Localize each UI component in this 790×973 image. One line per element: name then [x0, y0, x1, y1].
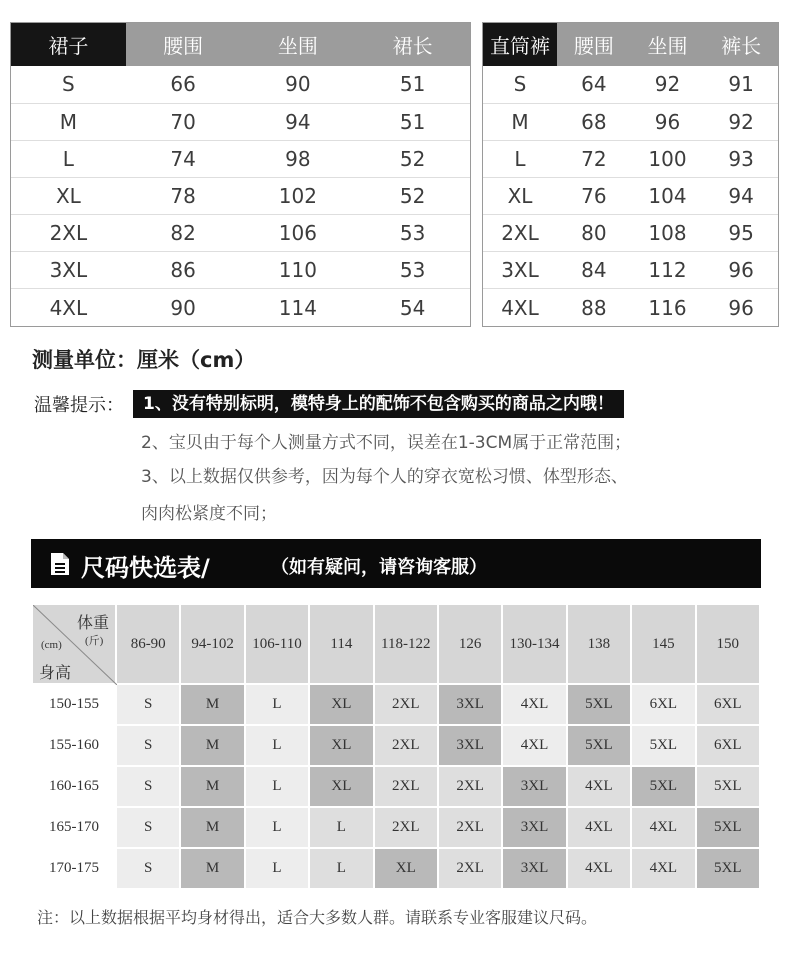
- size-cell: M: [180, 766, 244, 807]
- weight-header: 138: [567, 604, 631, 684]
- size-cell: 5XL: [567, 684, 631, 725]
- skirt-table-cell: 53: [355, 252, 470, 289]
- size-cell: 5XL: [631, 725, 695, 766]
- size-cell: L: [245, 684, 309, 725]
- pants-header-waist: 腰围: [557, 23, 631, 66]
- pants-table-cell: 94: [704, 177, 778, 214]
- size-cell: M: [180, 684, 244, 725]
- banner-title: 尺码快选表/: [81, 554, 210, 582]
- measurement-unit: 测量单位：厘米（cm）: [32, 348, 256, 372]
- height-range: 150-155: [32, 684, 116, 725]
- pants-table-cell: 91: [728, 72, 754, 97]
- pants-table-cell: 100: [631, 140, 705, 177]
- skirt-table-cell: 114: [241, 289, 356, 326]
- weight-header: 130-134: [502, 604, 566, 684]
- skirt-table-cell: 90: [126, 289, 241, 326]
- size-cell: 3XL: [438, 725, 502, 766]
- pants-table-row: [483, 252, 778, 289]
- size-cell: 4XL: [631, 807, 695, 848]
- size-cell: S: [116, 848, 180, 889]
- size-cell: 2XL: [438, 807, 502, 848]
- skirt-table-cell: S: [62, 72, 75, 97]
- size-cell: 5XL: [696, 766, 760, 807]
- pants-header-hip: 坐围: [631, 23, 705, 66]
- tip-item: 肉肉松紧度不同；: [141, 504, 277, 524]
- size-cell: 4XL: [567, 807, 631, 848]
- skirt-table-row: [11, 66, 470, 103]
- size-cell: 3XL: [502, 766, 566, 807]
- skirt-table-header: [11, 23, 470, 66]
- size-cell: 4XL: [631, 848, 695, 889]
- size-cell: 3XL: [438, 684, 502, 725]
- skirt-header-length: 裙长: [355, 23, 470, 66]
- pants-table-cell: 76: [557, 177, 631, 214]
- skirt-table-cell: 110: [241, 252, 356, 289]
- size-cell: XL: [374, 848, 438, 889]
- pants-table-row: [483, 140, 778, 177]
- table-row: [32, 848, 760, 889]
- size-cell: XL: [309, 684, 373, 725]
- size-cell: XL: [309, 725, 373, 766]
- size-cell: 6XL: [631, 684, 695, 725]
- size-cell: 5XL: [567, 725, 631, 766]
- skirt-table-row: [11, 289, 470, 326]
- skirt-header-waist: 腰围: [126, 23, 241, 66]
- weight-label: 体重: [76, 615, 109, 632]
- skirt-table-cell: 98: [241, 140, 356, 177]
- pants-table-row: [483, 177, 778, 214]
- skirt-table-cell: 94: [241, 103, 356, 140]
- size-cell: S: [116, 807, 180, 848]
- size-cell: 6XL: [696, 684, 760, 725]
- size-cell: 4XL: [567, 848, 631, 889]
- quick-size-banner: [31, 539, 761, 588]
- tip-item: 3、以上数据仅供参考，因为每个人的穿衣宽松习惯、体型形态、: [141, 467, 628, 487]
- size-cell: M: [180, 848, 244, 889]
- size-cell: S: [116, 684, 180, 725]
- size-cell: S: [116, 725, 180, 766]
- skirt-table-cell: 2XL: [11, 215, 126, 252]
- skirt-table-row: [11, 103, 470, 140]
- pants-table-cell: 92: [704, 103, 778, 140]
- skirt-table-cell: 52: [355, 140, 470, 177]
- size-cell: XL: [309, 766, 373, 807]
- pants-table-cell: M: [483, 103, 557, 140]
- weight-header: 118-122: [374, 604, 438, 684]
- size-cell: 5XL: [631, 766, 695, 807]
- skirt-table-row: [11, 177, 470, 214]
- size-cell: M: [180, 725, 244, 766]
- pants-table-cell: 112: [631, 252, 705, 289]
- size-cell: L: [309, 848, 373, 889]
- size-cell: 2XL: [438, 848, 502, 889]
- pants-table-cell: 95: [704, 215, 778, 252]
- pants-table-row: [483, 215, 778, 252]
- skirt-table-cell: L: [11, 140, 126, 177]
- weight-header: 145: [631, 604, 695, 684]
- pants-table-cell: L: [483, 140, 557, 177]
- height-range: 170-175: [32, 848, 116, 889]
- pants-table-cell: 64: [581, 72, 607, 97]
- quick-table-header: [32, 604, 760, 684]
- skirt-table-cell: 74: [126, 140, 241, 177]
- size-cell: 2XL: [374, 766, 438, 807]
- pants-table-cell: 96: [704, 289, 778, 326]
- corner-cell: [32, 604, 116, 684]
- pants-header-length: 裤长: [704, 23, 778, 66]
- pants-table-row: [483, 103, 778, 140]
- skirt-table-cell: 106: [241, 215, 356, 252]
- skirt-table-cell: XL: [11, 177, 126, 214]
- skirt-table-cell: 70: [126, 103, 241, 140]
- size-cell: M: [180, 807, 244, 848]
- pants-table-row: [483, 289, 778, 326]
- banner-subtitle: （如有疑问，请咨询客服）: [271, 557, 487, 578]
- skirt-table-cell: M: [11, 103, 126, 140]
- skirt-table-cell: 90: [285, 72, 311, 97]
- size-cell: L: [245, 725, 309, 766]
- pants-table-cell: 68: [557, 103, 631, 140]
- pants-table-cell: 92: [654, 72, 681, 97]
- pants-header-type: 直筒裤: [483, 23, 557, 66]
- skirt-table-cell: 102: [241, 177, 356, 214]
- pants-table-cell: 96: [631, 103, 705, 140]
- size-cell: L: [245, 848, 309, 889]
- table-row: [32, 725, 760, 766]
- pants-table-row: [483, 66, 778, 103]
- pants-table-cell: 80: [557, 215, 631, 252]
- document-icon: [50, 552, 70, 576]
- size-cell: L: [309, 807, 373, 848]
- skirt-table-cell: 3XL: [11, 252, 126, 289]
- pants-size-table: [482, 22, 779, 327]
- pants-table-cell: 88: [557, 289, 631, 326]
- skirt-table-cell: 4XL: [11, 289, 126, 326]
- size-cell: 2XL: [374, 725, 438, 766]
- size-cell: L: [245, 766, 309, 807]
- size-cell: 3XL: [502, 807, 566, 848]
- skirt-header-type: 裙子: [11, 23, 126, 66]
- weight-header: 150: [696, 604, 760, 684]
- skirt-table-row: [11, 252, 470, 289]
- height-label: 身高: [39, 665, 72, 682]
- tip-item: 2、宝贝由于每个人测量方式不同，误差在1-3CM属于正常范围；: [141, 433, 632, 453]
- size-cell: 2XL: [438, 766, 502, 807]
- height-range: 160-165: [32, 766, 116, 807]
- skirt-table-cell: 82: [126, 215, 241, 252]
- weight-header: 126: [438, 604, 502, 684]
- weight-header: 86-90: [116, 604, 180, 684]
- pants-table-cell: 93: [704, 140, 778, 177]
- pants-table-cell: 96: [704, 252, 778, 289]
- pants-table-cell: 108: [631, 215, 705, 252]
- pants-table-cell: 72: [557, 140, 631, 177]
- size-cell: 5XL: [696, 807, 760, 848]
- skirt-table-row: [11, 140, 470, 177]
- weight-header: 114: [309, 604, 373, 684]
- size-cell: S: [116, 766, 180, 807]
- pants-table-cell: 104: [631, 177, 705, 214]
- pants-table-cell: 2XL: [483, 215, 557, 252]
- skirt-table-cell: 54: [355, 289, 470, 326]
- table-row: [32, 766, 760, 807]
- size-cell: 4XL: [567, 766, 631, 807]
- weight-header: 94-102: [180, 604, 244, 684]
- pants-table-cell: 4XL: [483, 289, 557, 326]
- size-cell: 6XL: [696, 725, 760, 766]
- table-row: [32, 684, 760, 725]
- pants-table-cell: 84: [557, 252, 631, 289]
- skirt-table-cell: 52: [355, 177, 470, 214]
- tip-highlighted: 1、没有特别标明，模特身上的配饰不包含购买的商品之内哦！: [133, 390, 624, 418]
- weight-header: 106-110: [245, 604, 309, 684]
- pants-table-cell: 3XL: [483, 252, 557, 289]
- size-cell: 3XL: [502, 848, 566, 889]
- size-cell: 5XL: [696, 848, 760, 889]
- table-row: [32, 807, 760, 848]
- skirt-header-hip: 坐围: [241, 23, 356, 66]
- skirt-table-cell: 66: [170, 72, 196, 97]
- height-unit: (cm): [41, 639, 62, 651]
- size-cell: L: [245, 807, 309, 848]
- skirt-table-cell: 78: [126, 177, 241, 214]
- tips-label: 温馨提示：: [34, 395, 124, 416]
- skirt-table-cell: 86: [126, 252, 241, 289]
- pants-table-cell: 116: [631, 289, 705, 326]
- weight-unit: (斤): [85, 635, 104, 647]
- quick-size-table: [31, 603, 761, 890]
- skirt-table-cell: 51: [355, 103, 470, 140]
- skirt-table-cell: 51: [399, 72, 426, 97]
- skirt-size-table: [10, 22, 471, 327]
- pants-table-header: [483, 23, 778, 66]
- height-range: 165-170: [32, 807, 116, 848]
- pants-table-cell: S: [513, 72, 527, 97]
- pants-table-cell: XL: [483, 177, 557, 214]
- size-cell: 2XL: [374, 807, 438, 848]
- footnote: 注：以上数据根据平均身材得出，适合大多数人群。请联系专业客服建议尺码。: [37, 908, 598, 927]
- skirt-table-cell: 53: [355, 215, 470, 252]
- size-cell: 2XL: [374, 684, 438, 725]
- height-range: 155-160: [32, 725, 116, 766]
- size-cell: 4XL: [502, 684, 566, 725]
- size-cell: 4XL: [502, 725, 566, 766]
- skirt-table-row: [11, 215, 470, 252]
